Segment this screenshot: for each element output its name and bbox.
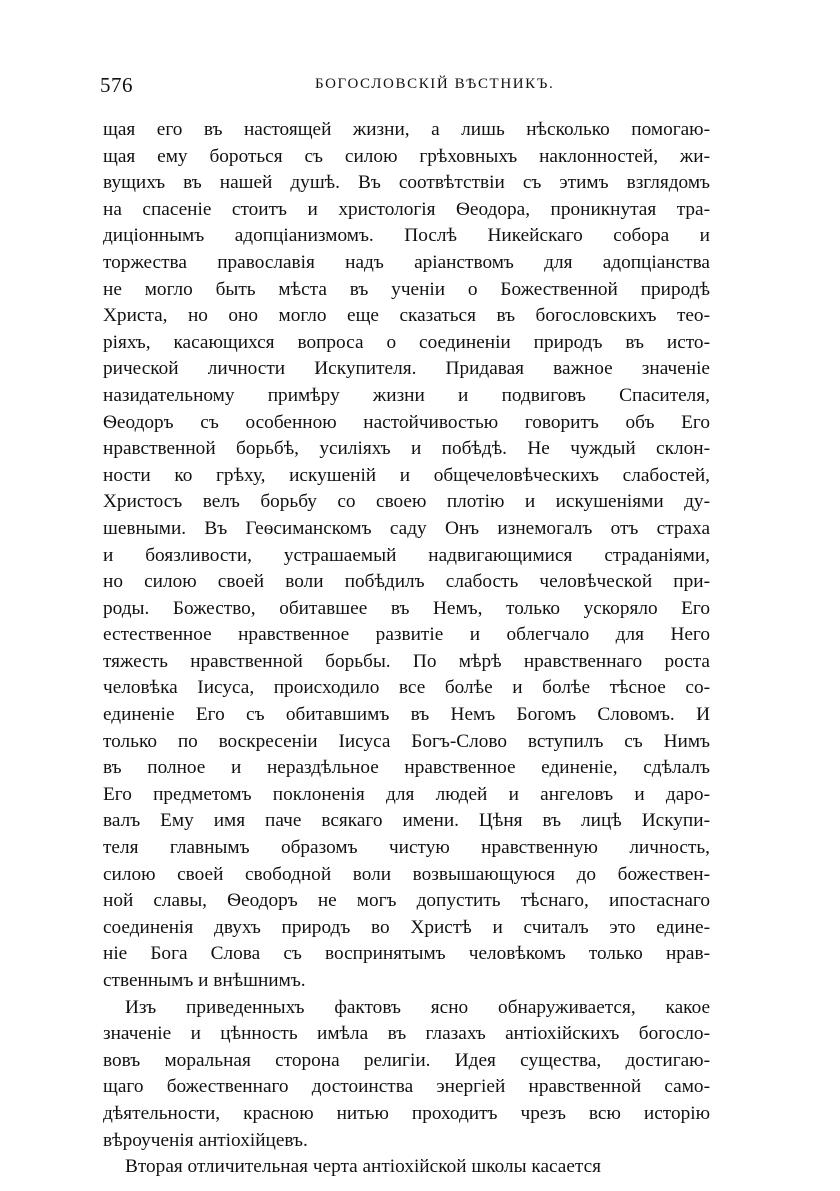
text-line: ніе Бога Слова съ воспринятымъ человѣкомъ только нрав- xyxy=(103,943,710,965)
text-line: но силою своей воли побѣдилъ слабость человѣческой при- xyxy=(103,571,710,593)
text-line: значеніе и цѣнность имѣла въ глазахъ антіохійскихъ богосло- xyxy=(103,1023,710,1045)
text-line: ности ко грѣху, искушеній и общечеловѣческихъ слабостей, xyxy=(103,464,710,486)
text-line: назидательному примѣру жизни и подвиговъ Спасителя, xyxy=(103,384,710,406)
text-line: щая ему бороться съ силою грѣховныхъ наклонностей, жи- xyxy=(103,145,710,167)
text-line: на спасеніе стоитъ и христологія Ѳеодора, проникнутая тра- xyxy=(103,198,710,220)
text-line: нравственной борьбѣ, усиліяхъ и побѣдѣ. Не чуждый склон- xyxy=(103,438,710,460)
running-header xyxy=(100,73,710,103)
journal-title: БОГОСЛОВСКІЙ ВѢСТНИКЪ. xyxy=(315,76,555,92)
text-line: ственнымъ и внѣшнимъ. xyxy=(103,970,306,991)
text-line: ной славы, Ѳеодоръ не могъ допустить тѣснаго, ипостаснаго xyxy=(103,890,710,912)
text-line: вовъ моральная сторона религіи. Идея существа, достигаю- xyxy=(103,1049,710,1071)
text-line: торжества православія надъ аріанствомъ для адопціанства xyxy=(103,251,710,273)
text-line: шевными. Въ Геѳсиманскомъ саду Онъ изнемогалъ отъ страха xyxy=(103,517,710,539)
text-line: единеніе Его съ обитавшимъ въ Немъ Богомъ Словомъ. И xyxy=(103,704,710,726)
text-line: вѣроученія антіохійцевъ. xyxy=(103,1129,308,1151)
text-line: Христосъ велъ борьбу со своею плотію и искушеніями ду- xyxy=(103,491,710,513)
text-line: Изъ приведенныхъ фактовъ ясно обнаруживается, какое xyxy=(125,996,710,1018)
page-number: 576 xyxy=(100,73,133,97)
text-line: дѣятельности, красною нитью проходитъ чрезъ всю исторію xyxy=(103,1102,710,1124)
text-line: щая его въ настоящей жизни, а лишь нѣсколько помогаю- xyxy=(103,119,710,140)
text-line: тяжесть нравственной борьбы. По мѣрѣ нравственнаго роста xyxy=(103,650,710,672)
text-line: соединенія двухъ природъ во Христѣ и считалъ это едине- xyxy=(103,916,710,938)
text-line: не могло быть мѣста въ ученіи о Божественной природѣ xyxy=(103,278,710,300)
text-line: рической личности Искупителя. Придавая важное значеніе xyxy=(103,358,710,380)
text-line: только по воскресеніи Іисуса Богъ-Слово вступилъ съ Нимъ xyxy=(103,730,710,752)
text-line: силою своей свободной воли возвышающуюся до божествен- xyxy=(103,863,710,885)
text-line: роды. Божество, обитавшее въ Немъ, только ускоряло Его xyxy=(103,597,710,619)
text-line: и боязливости, устрашаемый надвигающимися страданіями, xyxy=(103,544,710,566)
text-line: Его предметомъ поклоненія для людей и ангеловъ и даро- xyxy=(103,783,710,805)
text-line: щаго божественнаго достоинства энергіей нравственной само- xyxy=(103,1076,710,1098)
text-line: человѣка Іисуса, происходило все болѣе и болѣе тѣсное со- xyxy=(103,677,710,699)
text-line: диціоннымъ адопціанизмомъ. Послѣ Никейскаго собора и xyxy=(103,225,710,247)
text-line: естественное нравственное развитіе и облегчало для Него xyxy=(103,624,710,646)
text-line: Христа, но оно могло еще сказаться въ богословскихъ тео- xyxy=(103,305,710,327)
paragraph xyxy=(103,995,710,1155)
body-text xyxy=(103,117,710,1181)
text-line: вущихъ въ нашей душѣ. Въ соотвѣтствіи съ этимъ взглядомъ xyxy=(103,172,710,194)
paragraph xyxy=(103,1154,710,1181)
text-line: Вторая отличительная черта антіохійской школы касается xyxy=(125,1156,602,1178)
text-line: въ полное и нераздѣльное нравственное единеніе, сдѣлалъ xyxy=(103,757,710,779)
text-line: теля главнымъ образомъ чистую нравственную личность, xyxy=(103,837,710,859)
text-line: Ѳеодоръ съ особенною настойчивостью говоритъ объ Его xyxy=(103,411,710,433)
text-line: валъ Ему имя паче всякаго имени. Цѣня въ лицѣ Искупи- xyxy=(103,810,710,832)
paragraph xyxy=(103,117,710,995)
text-line: ріяхъ, касающихся вопроса о соединеніи природъ въ исто- xyxy=(103,331,710,353)
